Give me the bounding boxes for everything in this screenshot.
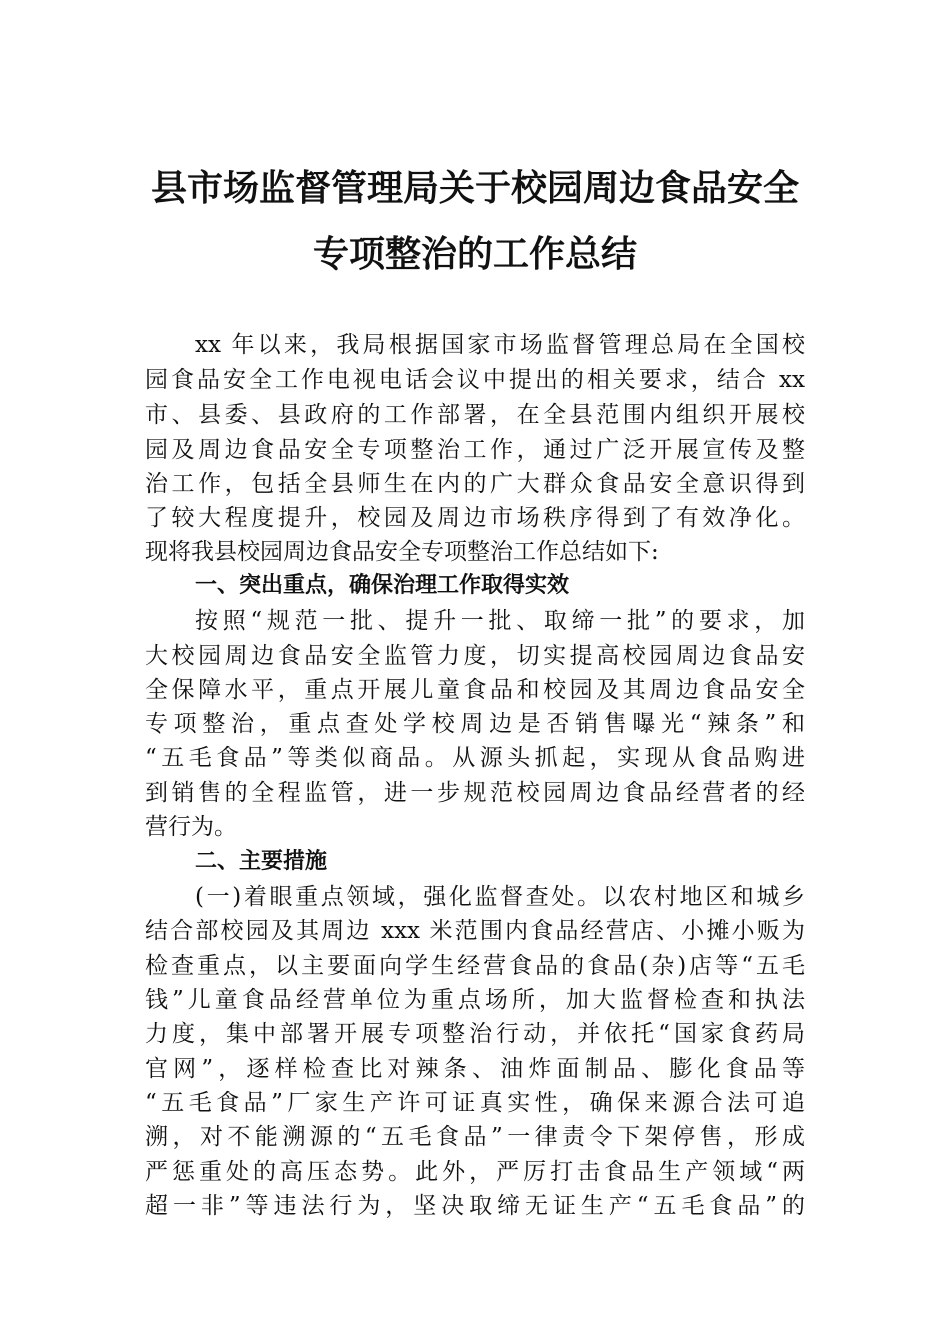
section2-line: (一)着眼重点领域，强化监督查处。以农村地区和城乡 [195, 884, 805, 910]
intro-line: xx 年以来，我局根据国家市场监督管理总局在全国校 [195, 332, 805, 358]
section1-line: 按照“规范一批、提升一批、取缔一批”的要求，加 [195, 608, 805, 634]
intro-line: 市、县委、县政府的工作部署，在全县范围内组织开展校 [145, 402, 805, 428]
section1-line: 专项整治，重点查处学校周边是否销售曝光“辣条”和 [145, 711, 805, 737]
intro-line: 治工作，包括全县师生在内的广大群众食品安全意识得到 [145, 471, 805, 497]
section-heading-2: 二、主要措施 [195, 849, 328, 874]
section2-line: 官网”，逐样检查比对辣条、油炸面制品、膨化食品等 [145, 1056, 805, 1082]
intro-line: 园食品安全工作电视电话会议中提出的相关要求，结合 xx [145, 367, 805, 393]
section2-line: 检查重点，以主要面向学生经营食品的食品(杂)店等“五毛 [145, 953, 805, 979]
section-heading-1: 一、突出重点，确保治理工作取得实效 [195, 573, 570, 598]
intro-line: 园及周边食品安全专项整治工作，通过广泛开展宣传及整 [145, 437, 805, 463]
section2-line: 溯，对不能溯源的“五毛食品”一律责令下架停售，形成 [145, 1124, 805, 1150]
intro-line: 现将我县校园周边食品安全专项整治工作总结如下: [145, 539, 659, 565]
document-title-line-2: 专项整治的工作总结 [312, 234, 637, 275]
section2-line: “五毛食品”厂家生产许可证真实性，确保来源合法可追 [145, 1090, 805, 1116]
section2-line: 超一非”等违法行为，坚决取缔无证生产“五毛食品”的 [145, 1193, 805, 1219]
section2-line: 力度，集中部署开展专项整治行动，并依托“国家食药局 [145, 1021, 805, 1047]
document-title-line-1: 县市场监督管理局关于校园周边食品安全 [150, 168, 799, 209]
section2-line: 严惩重处的高压态势。此外，严厉打击食品生产领域“两 [145, 1159, 805, 1185]
section1-line: “五毛食品”等类似商品。从源头抓起，实现从食品购进 [145, 745, 805, 771]
section2-line: 结合部校园及其周边 xxx 米范围内食品经营店、小摊小贩为 [145, 918, 805, 944]
section1-line: 大校园周边食品安全监管力度，切实提高校园周边食品安 [145, 643, 805, 669]
section1-line: 营行为。 [145, 814, 237, 840]
intro-line: 了较大程度提升，校园及周边市场秩序得到了有效净化。 [145, 505, 805, 531]
section1-line: 全保障水平，重点开展儿童食品和校园及其周边食品安全 [145, 677, 805, 703]
section2-line: 钱”儿童食品经营单位为重点场所，加大监督检查和执法 [145, 987, 805, 1013]
section1-line: 到销售的全程监管，进一步规范校园周边食品经营者的经 [145, 780, 805, 806]
